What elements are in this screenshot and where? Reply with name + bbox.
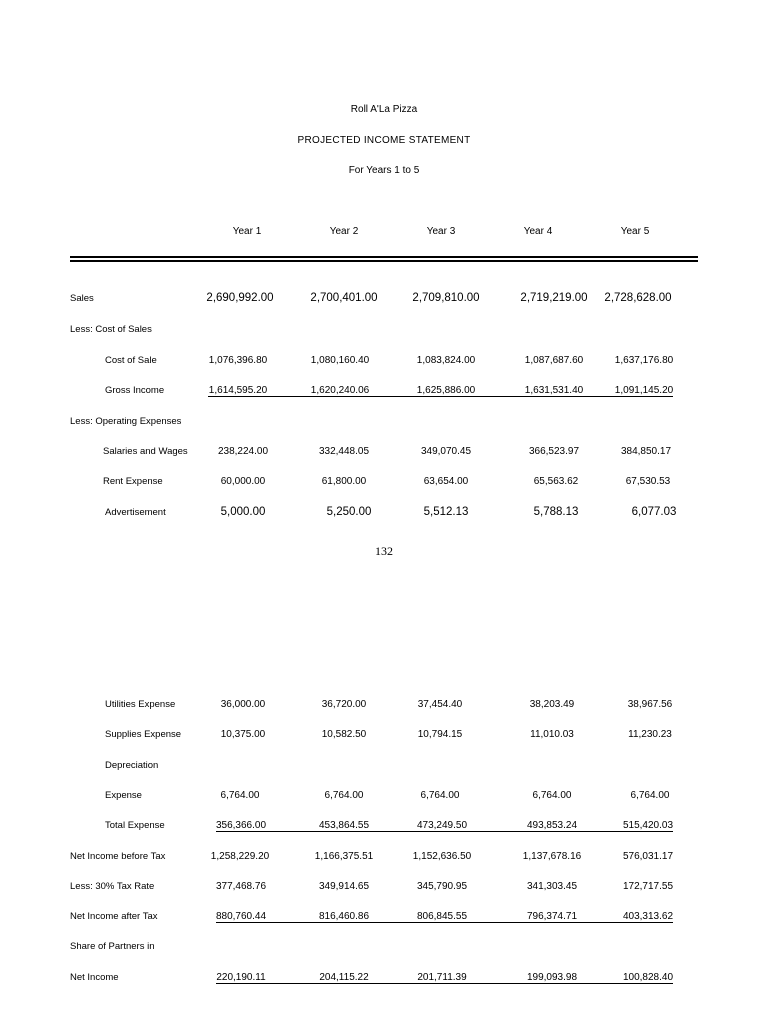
tax-value: 349,914.65 [318, 881, 370, 892]
supplies-value: 11,230.23 [628, 729, 672, 740]
tax-value: 345,790.95 [416, 881, 468, 892]
depreciation-value: 6,764.00 [630, 790, 670, 801]
sales-value: 2,709,810.00 [412, 292, 480, 304]
gross-income-value: 1,091,145.20 [614, 385, 674, 396]
row-label-supplies-expense: Supplies Expense [105, 729, 182, 740]
cost-of-sale-value: 1,083,824.00 [416, 355, 476, 366]
row-label-total-expense: Total Expense [105, 820, 165, 831]
net-income-after-tax-value: 816,460.86 [318, 911, 370, 922]
net-income-share-value: 204,115.22 [319, 972, 369, 983]
advertisement-value: 5,250.00 [326, 506, 372, 518]
cost-of-sale-value: 1,637,176.80 [614, 355, 674, 366]
rent-value: 63,654.00 [423, 476, 469, 487]
year-header: Year 4 [523, 226, 553, 237]
net-income-before-tax-value: 1,166,375.51 [314, 851, 374, 862]
rent-value: 61,800.00 [321, 476, 367, 487]
utilities-value: 36,720.00 [321, 699, 367, 710]
net-income-share-value: 199,093.98 [526, 972, 578, 983]
total-expense-value: 453,864.55 [318, 820, 370, 831]
net-income-share-value: 100,828.40 [622, 972, 674, 983]
utilities-value: 38,967.56 [627, 699, 673, 710]
supplies-value: 10,582.50 [321, 729, 367, 740]
total-expense-underline [216, 831, 673, 832]
year-header: Year 3 [426, 226, 456, 237]
row-label-net-income-after-tax: Net Income after Tax [70, 911, 158, 922]
advertisement-value: 5,000.00 [220, 506, 266, 518]
net-income-after-tax-underline [216, 922, 673, 923]
salaries-value: 366,523.97 [528, 446, 580, 457]
gross-income-value: 1,620,240.06 [310, 385, 370, 396]
sales-value: 2,700,401.00 [310, 292, 378, 304]
total-expense-value: 356,366.00 [215, 820, 267, 831]
row-label-depreciation: Depreciation [105, 760, 159, 771]
salaries-value: 332,448.05 [318, 446, 370, 457]
net-income-after-tax-value: 880,760.44 [215, 911, 267, 922]
year-header: Year 2 [329, 226, 359, 237]
net-income-underline [216, 983, 673, 984]
depreciation-value: 6,764.00 [220, 790, 260, 801]
sales-value: 2,719,219.00 [520, 292, 588, 304]
utilities-value: 36,000.00 [220, 699, 266, 710]
row-label-cost-of-sale: Cost of Sale [105, 355, 157, 366]
rent-value: 65,563.62 [533, 476, 579, 487]
net-income-before-tax-value: 576,031.17 [622, 851, 674, 862]
utilities-value: 38,203.49 [529, 699, 575, 710]
sales-value: 2,728,628.00 [604, 292, 672, 304]
salaries-value: 238,224.00 [217, 446, 269, 457]
net-income-share-value: 201,711.39 [417, 972, 467, 983]
net-income-share-value: 220,190.11 [216, 972, 266, 983]
row-label-expense: Expense [105, 790, 142, 801]
salaries-value: 349,070.45 [420, 446, 472, 457]
row-label-rent-expense: Rent Expense [103, 476, 163, 487]
row-label-net-income: Net Income [70, 972, 119, 983]
row-label-net-income-before-tax: Net Income before Tax [70, 851, 166, 862]
utilities-value: 37,454.40 [417, 699, 463, 710]
gross-income-value: 1,614,595.20 [208, 385, 268, 396]
row-label-less-tax: Less: 30% Tax Rate [70, 881, 155, 892]
row-label-less-operating-expenses: Less: Operating Expenses [70, 416, 182, 427]
row-label-gross-income: Gross Income [105, 385, 165, 396]
gross-income-value: 1,625,886.00 [416, 385, 476, 396]
row-label-advertisement: Advertisement [105, 507, 166, 518]
depreciation-value: 6,764.00 [420, 790, 460, 801]
net-income-before-tax-value: 1,137,678.16 [522, 851, 582, 862]
gross-income-underline [208, 396, 673, 397]
salaries-value: 384,850.17 [620, 446, 672, 457]
year-header: Year 1 [232, 226, 262, 237]
supplies-value: 10,794.15 [417, 729, 463, 740]
gross-income-value: 1,631,531.40 [524, 385, 584, 396]
cost-of-sale-value: 1,087,687.60 [524, 355, 584, 366]
tax-value: 341,303.45 [526, 881, 578, 892]
page-number: 132 [375, 544, 393, 558]
header-rule-top [70, 256, 698, 258]
depreciation-value: 6,764.00 [532, 790, 572, 801]
period-label: For Years 1 to 5 [348, 165, 420, 176]
header-rule-bottom [70, 260, 698, 262]
advertisement-value: 5,512.13 [423, 506, 469, 518]
tax-value: 172,717.55 [622, 881, 674, 892]
row-label-sales: Sales [70, 293, 94, 304]
row-label-less-cost-of-sales: Less: Cost of Sales [70, 324, 152, 335]
total-expense-value: 515,420.03 [622, 820, 674, 831]
row-label-salaries-and-wages: Salaries and Wages [103, 446, 188, 457]
net-income-before-tax-value: 1,258,229.20 [210, 851, 270, 862]
supplies-value: 11,010.03 [530, 729, 574, 740]
company-name: Roll A'La Pizza [350, 104, 418, 115]
rent-value: 60,000.00 [220, 476, 266, 487]
year-header: Year 5 [620, 226, 650, 237]
rent-value: 67,530.53 [625, 476, 671, 487]
advertisement-value: 6,077.03 [631, 506, 677, 518]
net-income-after-tax-value: 806,845.55 [416, 911, 468, 922]
sales-value: 2,690,992.00 [206, 292, 274, 304]
net-income-after-tax-value: 403,313.62 [622, 911, 674, 922]
tax-value: 377,468.76 [215, 881, 267, 892]
cost-of-sale-value: 1,076,396.80 [208, 355, 268, 366]
net-income-after-tax-value: 796,374.71 [526, 911, 578, 922]
advertisement-value: 5,788.13 [533, 506, 579, 518]
depreciation-value: 6,764.00 [324, 790, 364, 801]
cost-of-sale-value: 1,080,160.40 [310, 355, 370, 366]
supplies-value: 10,375.00 [220, 729, 266, 740]
total-expense-value: 473,249.50 [416, 820, 468, 831]
net-income-before-tax-value: 1,152,636.50 [412, 851, 472, 862]
row-label-share-of-partners: Share of Partners in [70, 941, 155, 952]
row-label-utilities-expense: Utilities Expense [105, 699, 176, 710]
statement-title: PROJECTED INCOME STATEMENT [297, 135, 471, 146]
total-expense-value: 493,853.24 [526, 820, 578, 831]
